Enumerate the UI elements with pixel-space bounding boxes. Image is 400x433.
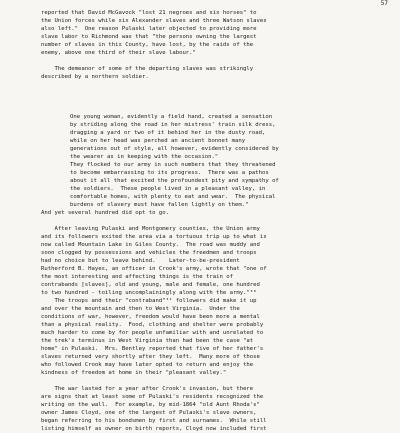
text-line: dragging a yard or two of it behind her in the dusty road, <box>70 130 266 136</box>
text-line: burdens of slavery must have fallen lightly on them." <box>70 202 249 208</box>
text-line: One young woman, evidently a field hand, created a sensation <box>70 114 273 120</box>
text-line: listing himself as owner on birth reports, Cloyd now included first <box>41 426 267 432</box>
text-line: described by a northern soldier. <box>41 74 149 80</box>
text-line: writing on the wall. For example, by mid-1864 "old Aunt Rhoda's" <box>41 402 260 408</box>
text-line: They flocked to our army in such numbers that they threatened <box>70 162 276 168</box>
body-paragraph <box>41 225 267 377</box>
text-line: home" in Pulaski. Mrs. Bentley reported that five of her father's <box>41 346 264 352</box>
text-line: The demeanor of some of the departing slaves was strikingly <box>41 66 254 72</box>
text-line: Rutherford B. Hayes, an officer in Crook's army, wrote that "one of <box>41 266 267 272</box>
page-number: 57 <box>380 0 388 7</box>
text-line: began referring to his bondsmen by first and surnames. While still <box>41 418 267 424</box>
body-paragraph <box>41 209 169 217</box>
text-line: And yet several hundred did opt to go. <box>41 210 169 216</box>
text-line: about it all that excited the profoundest pity and sympathy of <box>70 178 279 184</box>
text-line: kindness of freedom at home in their "pleasant valley." <box>41 370 227 376</box>
text-line: also left." One reason Pulaski later objected to providing more <box>41 26 257 32</box>
text-line: enemy, above one third of their slave labour." <box>41 50 196 56</box>
body-paragraph <box>41 9 267 57</box>
text-line: and its followers exited the area via a tortuous trip up to what is <box>41 234 267 240</box>
text-line: than a physical reality. Food, clothing and shelter were probably <box>41 322 264 328</box>
text-line: conditions of war, however, freedom would have been more a mental <box>41 314 260 320</box>
text-line: to two hundred - toiling uncomplainingly along with the army."³⁰ <box>41 290 257 296</box>
text-line: had no choice but to leave behind. Later-to-be-president <box>41 258 240 264</box>
text-line: slave labor to Richmond was that "the persons owning the largest <box>41 34 257 40</box>
text-line: The troops and their "contraband"³¹ followers did make it up <box>41 298 257 304</box>
text-line: generations out of style, all however, evidently considered by <box>70 146 279 152</box>
text-line: the wearer as in keeping with the occasion." <box>70 154 219 160</box>
text-line: who followed Crook may have later opted to return and enjoy the <box>41 362 254 368</box>
text-line: to become embarrassing to its progress. There was a pathos <box>70 170 269 176</box>
text-line: and over the mountain and then to West Virginia. Under the <box>41 306 240 312</box>
text-line: comfortable homes, with plenty to eat and wear. The physical <box>70 194 276 200</box>
text-line: contrabands [slaves], old and young, male and female, one hundred <box>41 282 260 288</box>
text-line: while on her head was perched an ancient bonnet many <box>70 138 246 144</box>
text-line: by striding along the road in her mistress' train silk dress, <box>70 122 276 128</box>
text-line: slaves returned very shortly after they left. Many more of those <box>41 354 260 360</box>
text-line: the most interesting and affecting things is the train of <box>41 274 233 280</box>
block-quote <box>70 161 279 209</box>
text-line: the Union forces while six Alexander slaves and three Watson slaves <box>41 18 267 24</box>
text-line: The war lasted for a year after Crook's invasion, but there <box>41 386 254 392</box>
text-line: soon clogged by possessions and vehicles the freedmen and troops <box>41 250 257 256</box>
text-line: reported that David McGavock "lost 21 negroes and six horses" to <box>41 10 257 16</box>
text-line: the soldiers. These people lived in a pleasant valley, in <box>70 186 266 192</box>
text-line: number of slaves in this County, have lost, by the raids of the <box>41 42 254 48</box>
text-line: are signs that at least some of Pulaski's residents recognized the <box>41 394 264 400</box>
block-quote <box>70 113 279 161</box>
body-paragraph <box>41 385 267 433</box>
text-line: now called Mountain Lake in Giles County. The road was muddy and <box>41 242 260 248</box>
text-line: owner James Cloyd, one of the largest of Pulaski's slave owners, <box>41 410 257 416</box>
text-line: After leaving Pulaski and Montgomery counties, the Union army <box>41 226 260 232</box>
text-line: the trek's terminus in West Virginia than had been the case "at <box>41 338 254 344</box>
text-line: much harder to come by for people unfamiliar with and unrelated to <box>41 330 264 336</box>
body-paragraph <box>41 65 253 81</box>
